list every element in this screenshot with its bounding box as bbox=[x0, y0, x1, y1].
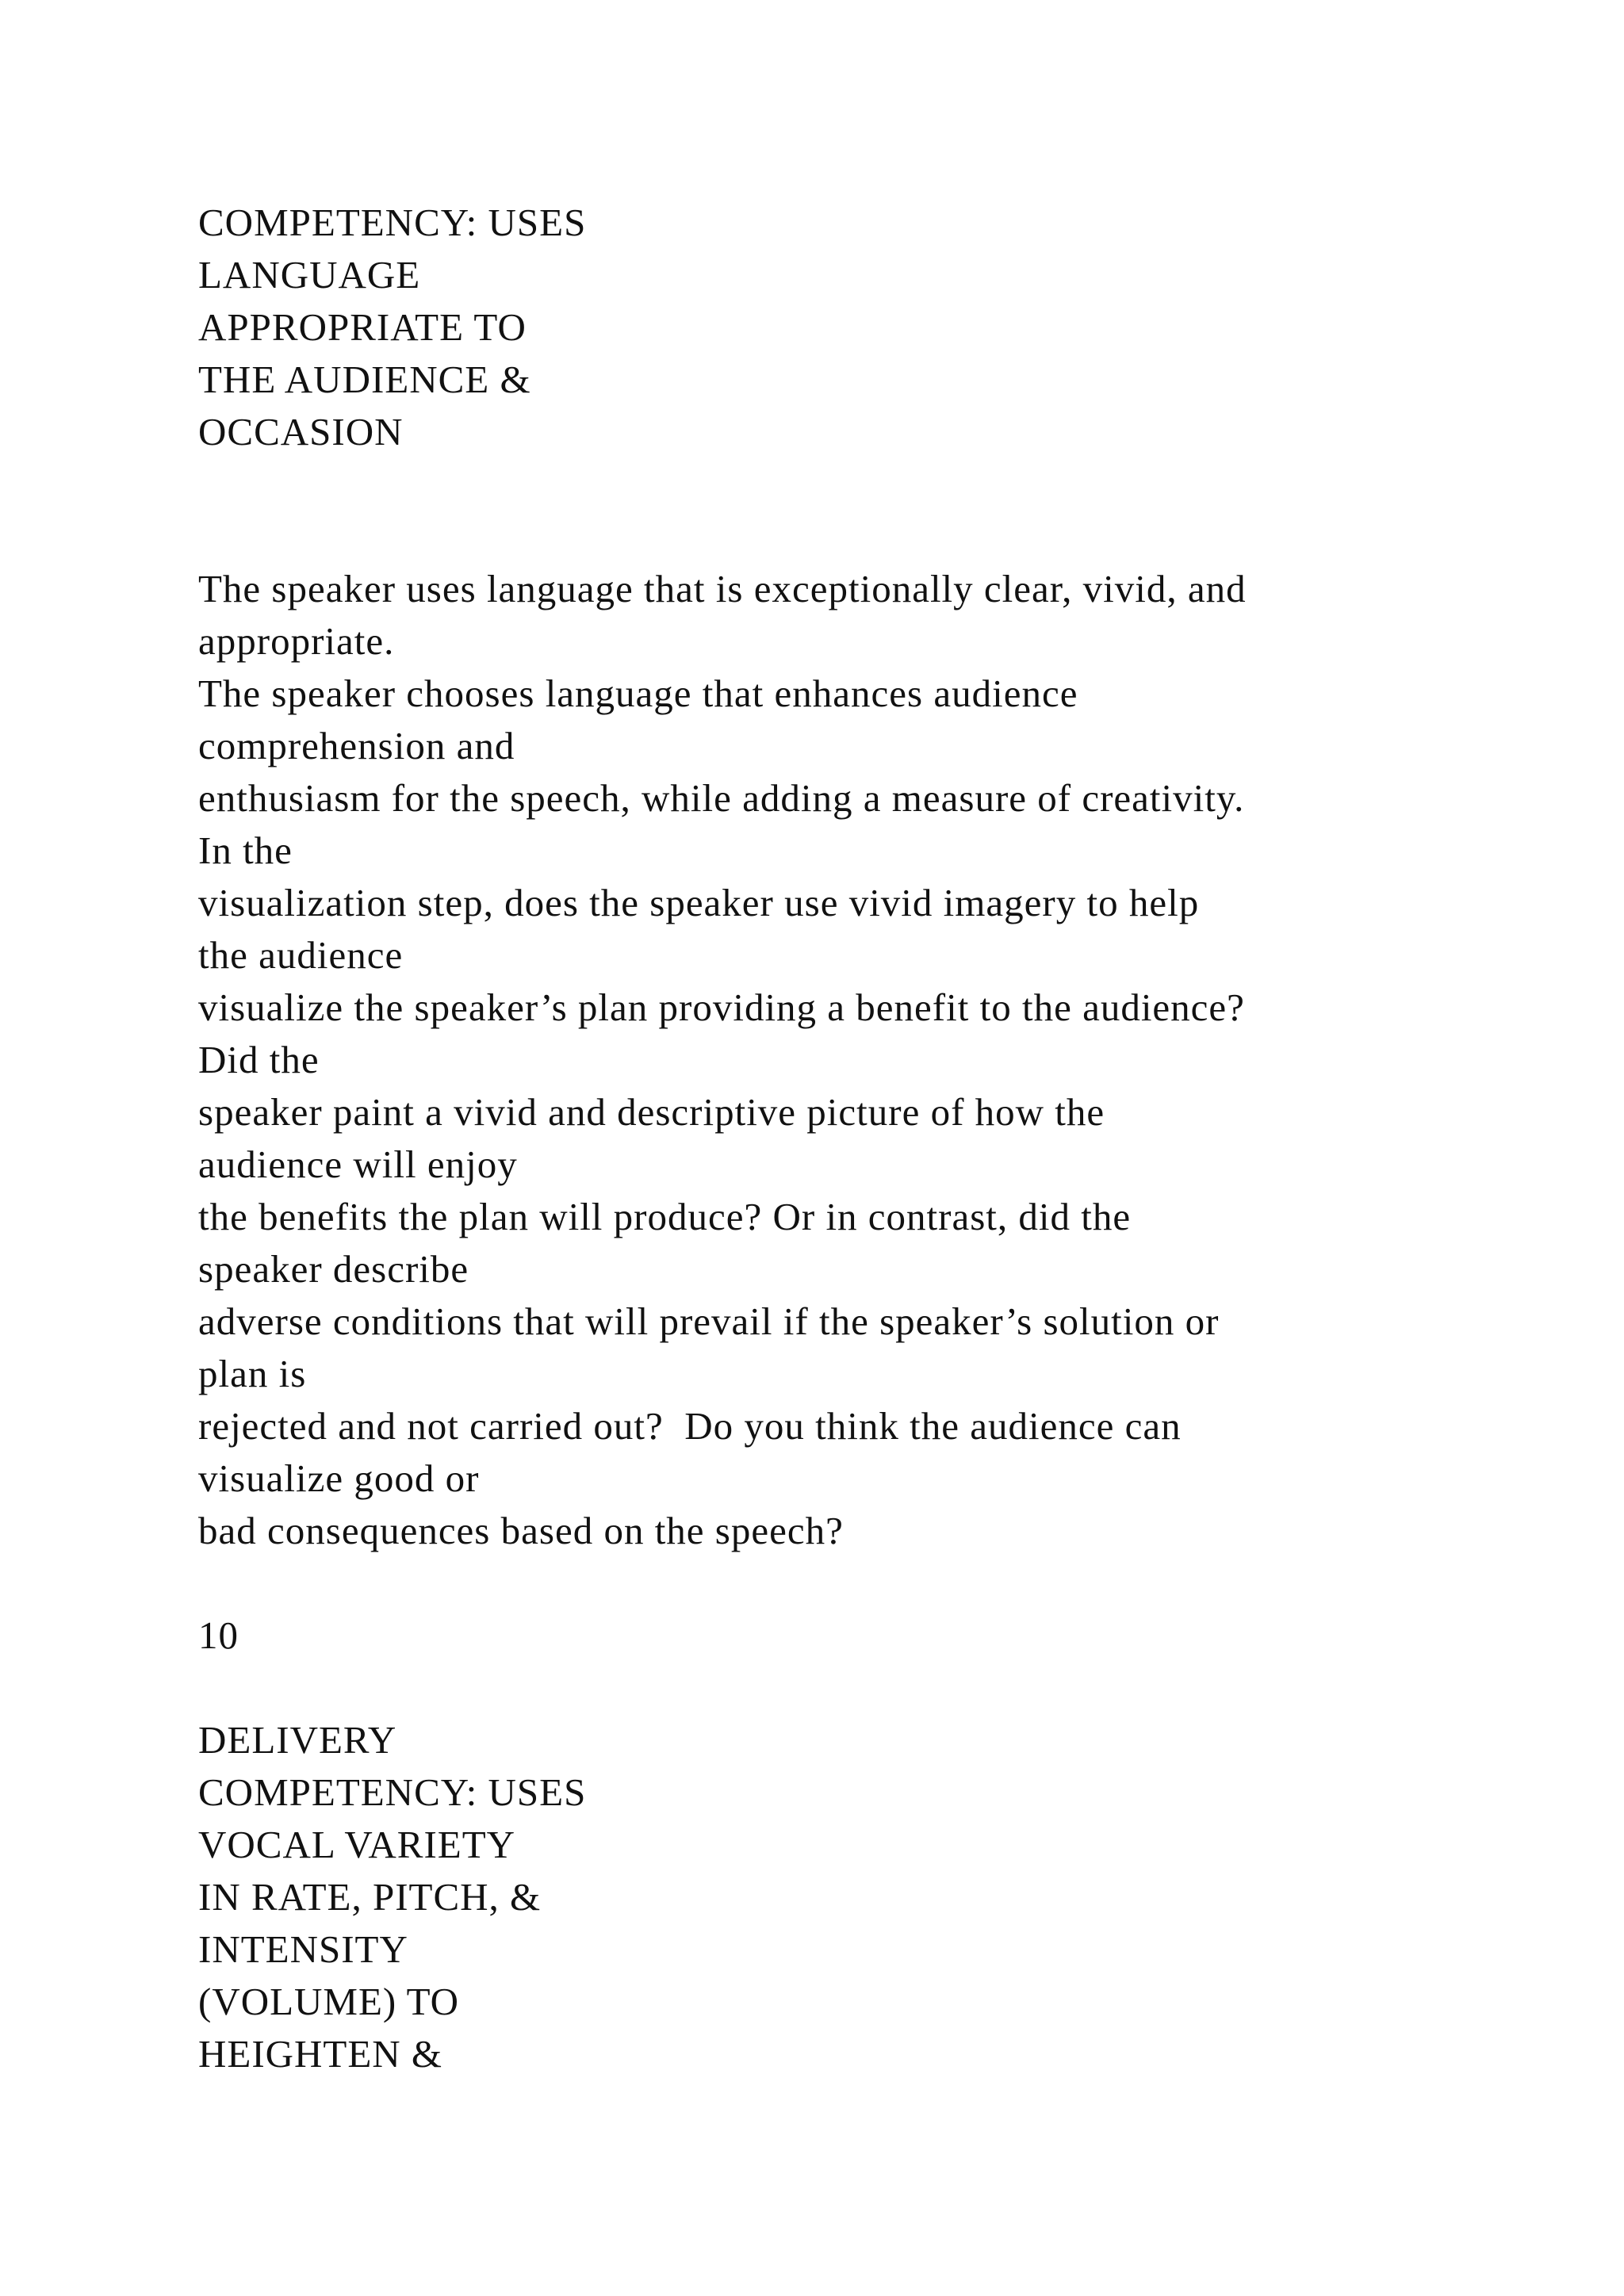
paragraph-line: Did the bbox=[198, 1038, 320, 1081]
paragraph-line: The speaker chooses language that enhances audience bbox=[198, 672, 1078, 715]
paragraph-line: bad consequences based on the speech? bbox=[198, 1509, 844, 1552]
heading-line: OCCASION bbox=[198, 410, 404, 453]
paragraph-line: the benefits the plan will produce? Or in contrast, did the bbox=[198, 1195, 1132, 1238]
paragraph-line: In the bbox=[198, 828, 293, 872]
heading-line: COMPETENCY: USES bbox=[198, 201, 587, 244]
heading-line: HEIGHTEN & bbox=[198, 2032, 443, 2076]
paragraph-line: speaker paint a vivid and descriptive picture of how the bbox=[198, 1090, 1105, 1134]
paragraph-line: visualize the speaker’s plan providing a benefit to the audience? bbox=[198, 985, 1245, 1029]
heading-line: (VOLUME) TO bbox=[198, 1980, 460, 2023]
paragraph-line: audience will enjoy bbox=[198, 1142, 518, 1186]
heading-line: COMPETENCY: USES bbox=[198, 1770, 587, 1814]
paragraph-line: The speaker uses language that is exceptionally clear, vivid, and bbox=[198, 567, 1247, 610]
paragraph-line: rejected and not carried out? Do you think the audience can bbox=[198, 1404, 1182, 1448]
paragraph-line: visualize good or bbox=[198, 1456, 480, 1500]
competency-heading-language bbox=[198, 197, 586, 458]
score-value: 10 bbox=[198, 1613, 239, 1657]
heading-line: VOCAL VARIETY bbox=[198, 1823, 516, 1866]
paragraph-line: comprehension and bbox=[198, 724, 515, 767]
paragraph-line: visualization step, does the speaker use vivid imagery to help bbox=[198, 881, 1200, 924]
paragraph-line: adverse conditions that will prevail if the speaker’s solution or bbox=[198, 1299, 1220, 1343]
heading-line: THE AUDIENCE & bbox=[198, 358, 531, 401]
paragraph-line: plan is bbox=[198, 1352, 307, 1395]
heading-line: DELIVERY bbox=[198, 1718, 397, 1762]
heading-line: LANGUAGE bbox=[198, 253, 421, 297]
heading-line: IN RATE, PITCH, & bbox=[198, 1875, 542, 1919]
competency-heading-delivery bbox=[198, 1714, 586, 2080]
heading-line: INTENSITY bbox=[198, 1927, 408, 1971]
competency-description-paragraph bbox=[198, 563, 1247, 1557]
paragraph-line: enthusiasm for the speech, while adding a measure of creativity. bbox=[198, 776, 1245, 820]
paragraph-line: the audience bbox=[198, 933, 404, 977]
heading-line: APPROPRIATE TO bbox=[198, 305, 527, 349]
paragraph-line: speaker describe bbox=[198, 1247, 469, 1291]
paragraph-line: appropriate. bbox=[198, 619, 395, 663]
